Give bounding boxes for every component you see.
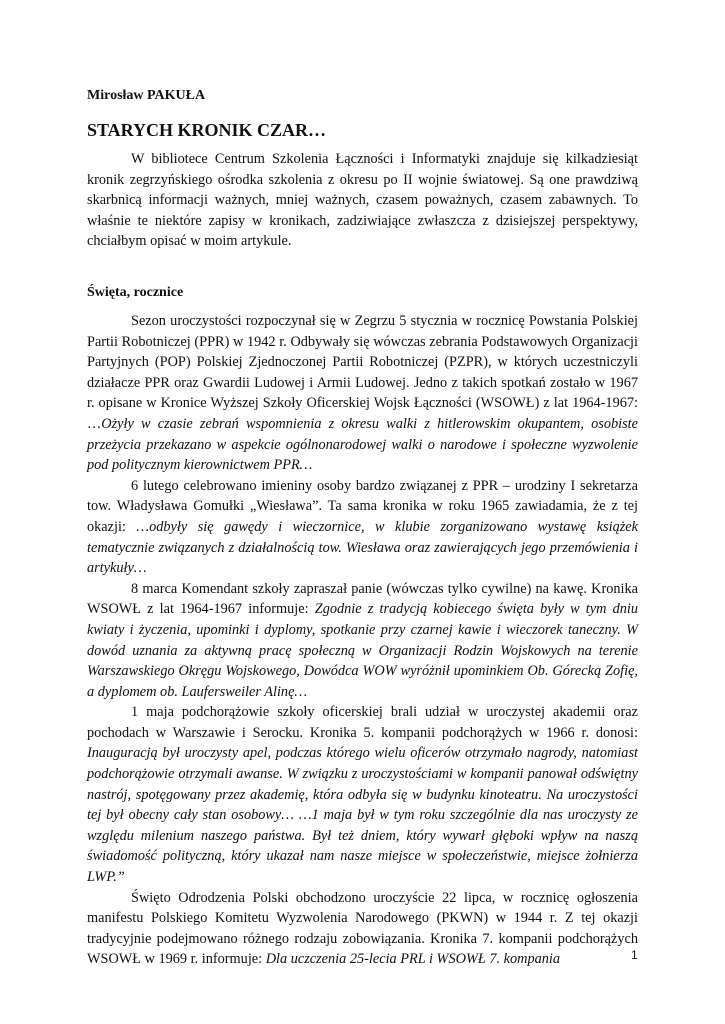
chronicle-quote: Ożyły w czasie zebrań wspomnienia z okresu walki z hitlerowskim okupantem, osobiste przeżycia przekazano w aspekcie ogólnonarodowej walki o narodowe i społeczne wyzwolenie pod politycznym kierownictwem PPR… <box>87 415 638 474</box>
chronicle-quote: Dla uczczenia 25-lecia PRL i WSOWŁ 7. kompania <box>265 951 561 968</box>
section-heading: Święta, rocznice <box>87 285 184 300</box>
chronicle-quote: …odbyły się gawędy i wieczornice, w klubie zorganizowano wystawę książek tematycznie związanych z działalnością tow. Wiesława oraz zawierających jego przemówienia i artykuły… <box>87 518 638 577</box>
intro-section <box>87 149 638 252</box>
paragraph-text: 6 lutego celebrowano imieniny osoby bardzo związanej z PPR – urodziny I sekretarza tow. Władysława Gomułki „Wiesława”. Ta sama kronika w roku 1965 zawiadamia, że z tej okazji: <box>87 477 638 535</box>
paragraph-july-22 <box>87 888 638 970</box>
paragraph-womens-day <box>87 579 638 703</box>
paragraph-text: 8 marca Komendant szkoły zapraszał panie (wówczas tylko cywilne) na kawę. Kronika WSOWŁ z lat 1964-1967 informuje: <box>87 580 638 618</box>
document-page <box>87 0 638 1024</box>
page-number: 1 <box>631 948 638 962</box>
paragraph-gomulka-birthday <box>87 476 638 579</box>
intro-paragraph: W bibliotece Centrum Szkolenia Łączności i Informatyki znajduje się kilkadziesiąt kronik zegrzyńskiego ośrodka szkolenia z okresu po II wojnie światowej. Są one prawdziwą skarbnicą informacji ważnych, mniej ważnych, czasem poważnych, czasem zabawnych. To właśnie te niektóre zapisy w kronikach, zadziwiające zwłaszcza z dzisiejszej perspektywy, chciałbym opisać w moim artykule. <box>87 151 638 250</box>
article-title: STARYCH KRONIK CZAR… <box>87 120 327 140</box>
paragraph-text: 1 maja podchorążowie szkoły oficerskiej brali udział w uroczystej akademii oraz pochodach w Warszawie i Serocku. Kronika 5. kompanii podchorążych w 1966 r. donosi: <box>87 704 638 741</box>
chronicle-quote: Inauguracją był uroczysty apel, podczas którego wielu oficerów otrzymało nagrody, natomiast podchorążowie otrzymali awanse. W związku z uroczystościami w kompanii panował odświętny nastrój, spotęgowany przez akademię, która odbyła się w budynku kinoteatru. Na uroczystości tej był obecny cały stan osobowy… …1 maja był w tym roku szczególnie dla nas uroczysty ze względu milenium naszego państwa. Był też dniem, który wywarł głęboki wpływ na naszą świadomość polityczną, który ukazał nam nasze miejsce w społeczeństwie, miejsce żołnierza LWP.” <box>87 745 638 886</box>
author-name: Mirosław PAKUŁA <box>87 88 206 103</box>
section-body <box>87 311 638 970</box>
paragraph-text: Święto Odrodzenia Polski obchodzono uroczyście 22 lipca, w rocznicę ogłoszenia manifestu Polskiego Komitetu Wyzwolenia Narodowego (PKWN) w 1944 r. Z tej okazji tradycyjnie podejmowano różnego rodzaju zobowiązania. Kronika 7. kompanii podchorążych WSOWŁ w 1969 r. informuje: <box>87 889 638 968</box>
paragraph-may-day <box>87 702 638 887</box>
chronicle-quote: Zgodnie z tradycją kobiecego święta były w tym dniu kwiaty i życzenia, upominki i dyplomy, spotkanie przy czarnej kawie i wieczorek taneczny. W dowód uznania za aktywną pracę społeczną w Organizacji Rodzin Wojskowych na terenie Warszawskiego Okręgu Wojskowego, Dowódca WOW wyróżnił upominkiem Ob. Górecką Zofię, a dyplomem ob. Laufersweiler Alinę… <box>87 601 639 700</box>
paragraph-ppr-anniversary <box>87 311 638 476</box>
paragraph-text: Sezon uroczystości rozpoczynał się w Zegrzu 5 stycznia w rocznicę Powstania Polskiej Partii Robotniczej (PPR) w 1942 r. Odbywały się wówczas zebrania Podstawowych Organizacji Partyjnych (POP) Polskiej Zjednoczonej Partii Robotniczej (PZPR), w których uczestniczyli działacze PPR oraz Gwardii Ludowej i Armii Ludowej. Jedno z takich spotkań zostało w 1967 r. opisane w Kronice Wyższej Szkoły Oficerskiej Wojsk Łączności (WSOWŁ) z lat 1964-1967: … <box>87 313 638 432</box>
